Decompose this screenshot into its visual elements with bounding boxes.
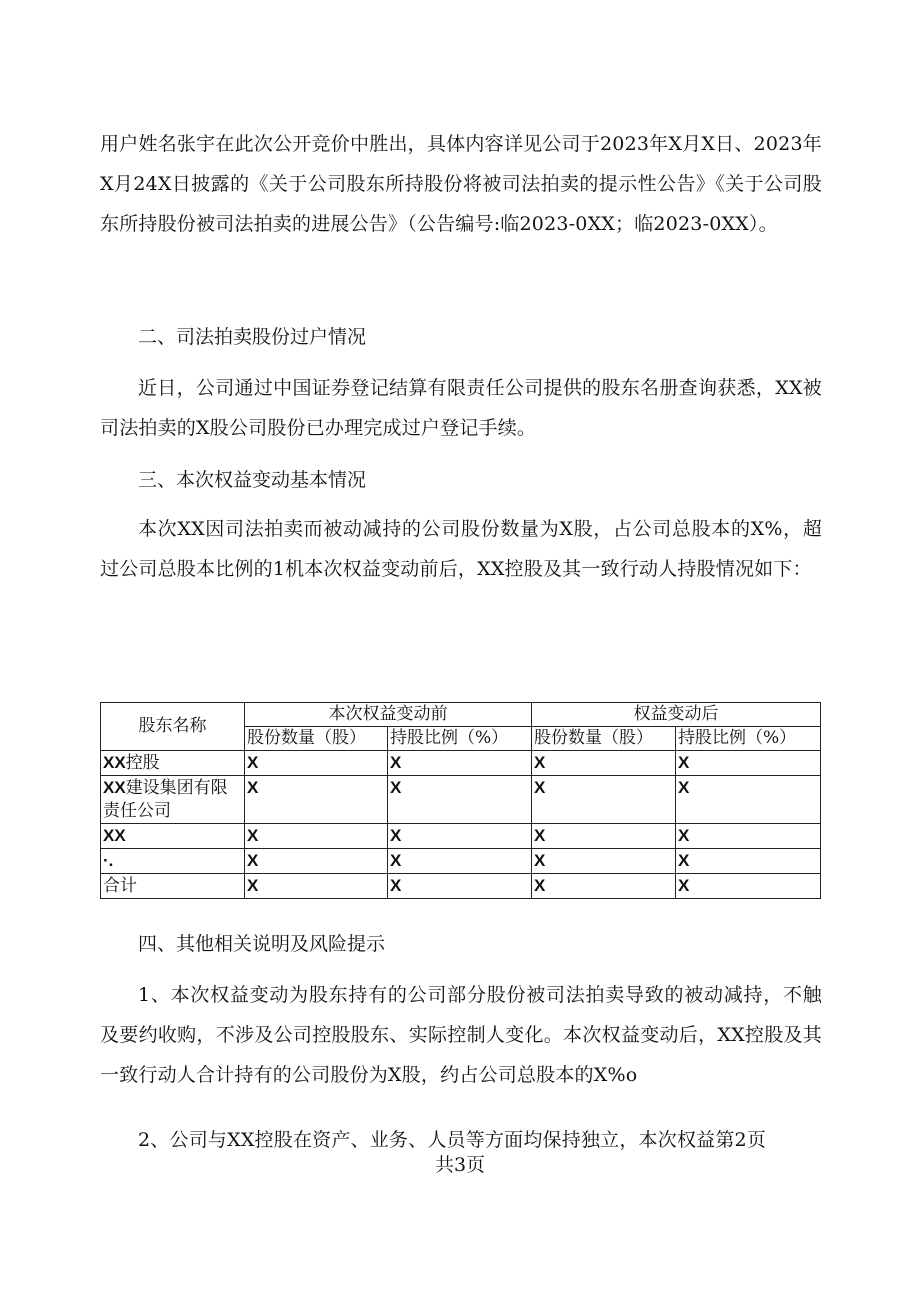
shareholding-table xyxy=(100,702,821,899)
row-shares-before: X xyxy=(245,751,388,776)
row-shares-before: X xyxy=(245,776,388,824)
row-shares-before: X xyxy=(245,824,388,849)
paragraph-transfer: 近日，公司通过中国证券登记结算有限责任公司提供的股东名册查询获悉，XX被司法拍卖的X股公司股份已办理完成过户登记手续。 xyxy=(100,377,822,439)
row-name-prefix: XX xyxy=(103,753,126,772)
table-row-total xyxy=(101,874,821,899)
subheader-shares-after: 股份数量（股） xyxy=(532,727,676,751)
table-header-row xyxy=(101,703,821,727)
section-heading-transfer: 二、司法拍卖股份过户情况 xyxy=(138,326,367,348)
section-heading-equity-change: 三、本次权益变动基本情况 xyxy=(138,469,367,491)
row-ratio-after: X xyxy=(676,776,821,824)
page-footer: 共3页 xyxy=(434,1154,486,1176)
row-ratio-after: X xyxy=(676,849,821,874)
row-ratio-before: X xyxy=(388,776,532,824)
row-name-cell xyxy=(101,824,245,849)
row-name: 合计 xyxy=(103,876,137,896)
subheader-ratio-before: 持股比例（%） xyxy=(388,727,532,751)
row-shares-after: X xyxy=(532,824,676,849)
paragraph-note-1: 1、本次权益变动为股东持有的公司部分股份被司法拍卖导致的被动减持，不触及要约收购，不涉及公司控股股东、实际控制人变化。本次权益变动后，XX控股及其一致行动人合计持有的公司股份为X股，约占公司总股本的X%o xyxy=(100,984,822,1086)
section-heading-notes: 四、其他相关说明及风险提示 xyxy=(138,933,386,955)
row-shares-after: X xyxy=(532,874,676,899)
row-ratio-before: X xyxy=(388,751,532,776)
row-ratio-after: X xyxy=(676,824,821,849)
subheader-ratio-after: 持股比例（%） xyxy=(676,727,821,751)
table-row xyxy=(101,751,821,776)
row-ratio-after: X xyxy=(676,751,821,776)
paragraph-auction-result: 用户姓名张宇在此次公开竞价中胜出，具体内容详见公司于2023年X月X日、2023年X月24X日披露的《关于公司股东所持股份将被司法拍卖的提示性公告》《关于公司股东所持股份被司法拍卖的进展公告》（公告编号:临2023-0XX；临2023-0XX）。 xyxy=(100,133,822,235)
row-shares-after: X xyxy=(532,849,676,874)
subheader-shares-before: 股份数量（股） xyxy=(245,727,388,751)
row-name: ·. xyxy=(103,851,114,870)
row-ratio-before: X xyxy=(388,874,532,899)
row-shares-after: X xyxy=(532,751,676,776)
header-before-change: 本次权益变动前 xyxy=(245,703,532,727)
table-row xyxy=(101,849,821,874)
table-row xyxy=(101,824,821,849)
row-shares-before: X xyxy=(245,849,388,874)
paragraph-equity-change: 本次XX因司法拍卖而被动减持的公司股份数量为X股，占公司总股本的X%，超过公司总股本比例的1机本次权益变动前后，XX控股及其一致行动人持股情况如下： xyxy=(100,518,822,580)
header-after-change: 权益变动后 xyxy=(532,703,821,727)
row-ratio-before: X xyxy=(388,824,532,849)
row-name-cell xyxy=(101,776,245,824)
row-shares-after: X xyxy=(532,776,676,824)
paragraph-note-2: 2、公司与XX控股在资产、业务、人员等方面均保持独立，本次权益第2页 xyxy=(138,1129,767,1151)
row-name-cell xyxy=(101,874,245,899)
row-name-cell xyxy=(101,751,245,776)
row-shares-before: X xyxy=(245,874,388,899)
row-name-prefix: XX xyxy=(103,778,126,797)
row-ratio-before: X xyxy=(388,849,532,874)
row-name-cell xyxy=(101,849,245,874)
row-ratio-after: X xyxy=(676,874,821,899)
row-name: 控股 xyxy=(125,753,160,773)
table-row xyxy=(101,776,821,824)
header-shareholder-name: 股东名称 xyxy=(101,703,245,751)
row-name: 建设集团有限责任公司 xyxy=(103,778,228,821)
row-name-prefix: XX xyxy=(103,826,126,845)
